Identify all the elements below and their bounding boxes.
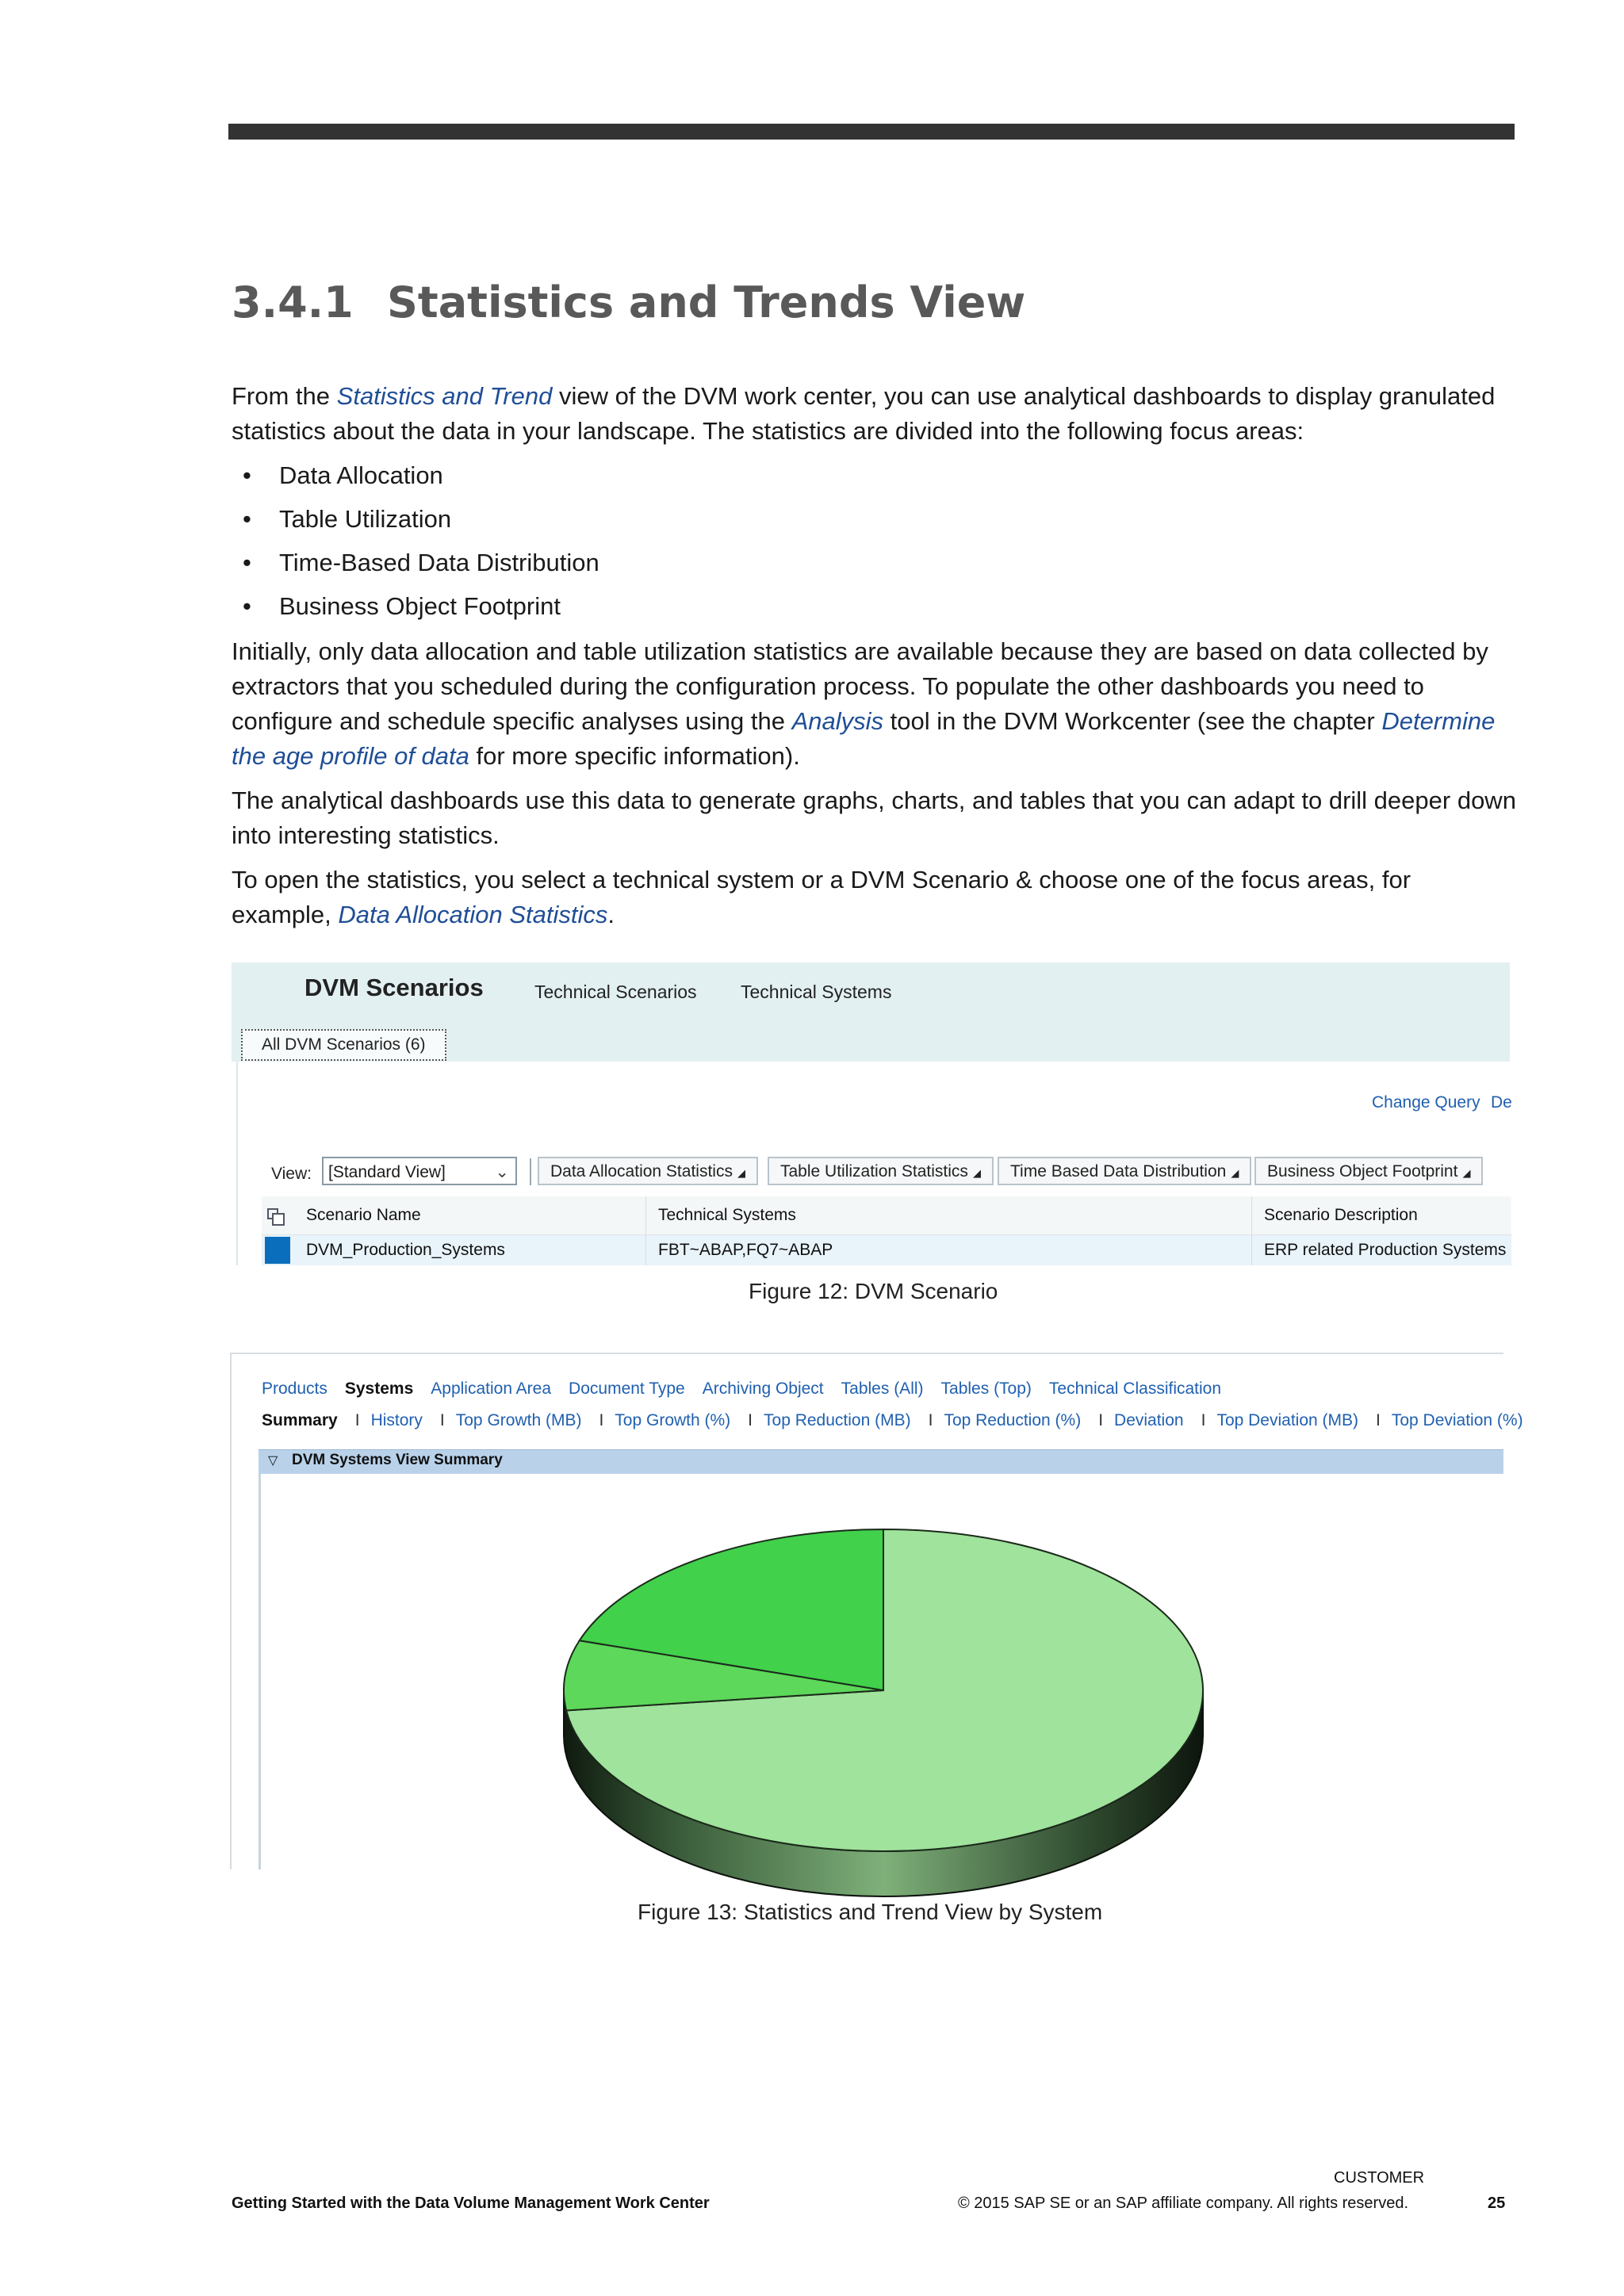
nav-item-tables-top[interactable]: Tables (Top)	[940, 1380, 1032, 1398]
toolbar-separator	[530, 1158, 531, 1185]
cell-scenario-description: ERP related Production Systems	[1264, 1241, 1507, 1259]
chevron-down-icon: ⌄	[495, 1163, 509, 1181]
list-item-label: Business Object Footprint	[279, 592, 561, 620]
nav-item-top-deviation-mb[interactable]: Top Deviation (MB)	[1216, 1411, 1358, 1429]
figure-dvm-scenario-screenshot	[232, 962, 1510, 1265]
column-separator	[1251, 1235, 1252, 1265]
column-header-scenario-name[interactable]: Scenario Name	[306, 1206, 421, 1224]
nav-separator: I	[1201, 1411, 1206, 1429]
column-separator	[645, 1235, 646, 1265]
chart-area	[259, 1474, 1506, 1869]
nav-separator: I	[599, 1411, 604, 1429]
list-item: • Business Object Footprint	[243, 592, 561, 620]
intro-text-b: view of the DVM work center, you can use analytical dashboards to display granulated statistics about the data in your landscape. The statistics are divided into the following focus areas:	[232, 382, 1496, 445]
p4-text-b: .	[607, 901, 615, 928]
column-header-scenario-description[interactable]: Scenario Description	[1264, 1206, 1418, 1224]
button-label: Data Allocation Statistics	[550, 1162, 733, 1181]
dvm-systems-view-summary-panel-header[interactable]	[259, 1449, 1503, 1474]
button-label: Table Utilization Statistics	[780, 1162, 968, 1181]
nav-item-products[interactable]: Products	[262, 1380, 327, 1398]
tab-technical-systems[interactable]: Technical Systems	[741, 982, 892, 1002]
figure-12-caption: Figure 12: DVM Scenario	[749, 1279, 998, 1303]
footer-classification: CUSTOMER	[1334, 2169, 1425, 2187]
triangle-down-icon[interactable]: ▽	[268, 1454, 278, 1468]
button-label: Business Object Footprint	[1267, 1162, 1458, 1181]
pie-slices	[564, 1529, 1203, 1851]
column-separator	[1251, 1196, 1252, 1234]
dvm-scenarios-header	[232, 962, 1510, 1062]
cell-scenario-name: DVM_Production_Systems	[306, 1241, 505, 1259]
list-item: • Data Allocation	[243, 461, 443, 489]
row-selection-marker[interactable]	[265, 1237, 290, 1264]
nav-item-systems[interactable]: Systems	[344, 1380, 414, 1398]
all-dvm-scenarios-tab[interactable]: All DVM Scenarios (6)	[241, 1029, 446, 1061]
business-object-footprint-button[interactable]	[1254, 1157, 1483, 1185]
menu-triangle-icon: ◢	[737, 1167, 745, 1179]
nav-item-top-reduction[interactable]: Top Reduction (%)	[944, 1411, 1082, 1429]
table-settings-icon[interactable]	[266, 1207, 285, 1226]
age-profile-link[interactable]: Determine the age profile of data	[232, 707, 1496, 770]
nav-item-summary[interactable]: Summary	[262, 1411, 338, 1429]
list-item-label: Time-Based Data Distribution	[279, 549, 599, 576]
pie-chart	[261, 1474, 1506, 1869]
view-select[interactable]	[322, 1157, 517, 1185]
dvm-scenarios-title: DVM Scenarios	[304, 974, 484, 1001]
data-allocation-statistics-link[interactable]: Data Allocation Statistics	[338, 901, 608, 928]
menu-triangle-icon: ◢	[972, 1167, 981, 1179]
p2-text-a: Initially, only data allocation and table utilization statistics are available because they are based on data collected by extractors that you scheduled during the configuration process. To populate the other dashboards you need to configure and schedule specific analyses using the	[232, 637, 1488, 735]
list-item-label: Data Allocation	[279, 461, 443, 489]
header-rule	[228, 124, 1515, 140]
nav-item-tables-all[interactable]: Tables (All)	[841, 1380, 924, 1398]
list-item: • Table Utilization	[243, 505, 452, 533]
p2-text-c: for more specific information).	[469, 742, 800, 770]
table-utilization-statistics-button[interactable]	[768, 1157, 994, 1185]
column-separator	[645, 1196, 646, 1234]
p4-text-a: To open the statistics, you select a technical system or a DVM Scenario & choose one of the focus areas, for example,	[232, 866, 1411, 928]
nav-separator: I	[928, 1411, 933, 1429]
list-item: • Time-Based Data Distribution	[243, 549, 599, 576]
paragraph-dashboards: The analytical dashboards use this data to generate graphs, charts, and tables that you can adapt to drill deeper down into interesting statistics.	[232, 786, 1516, 849]
nav-item-top-reduction-mb[interactable]: Top Reduction (MB)	[764, 1411, 911, 1429]
secondary-navigation	[262, 1411, 1541, 1430]
nav-separator: I	[439, 1411, 445, 1429]
footer-page-number: 25	[1488, 2195, 1506, 2212]
figure-13-caption: Figure 13: Statistics and Trend View by System	[638, 1900, 1103, 1924]
list-item-label: Table Utilization	[279, 505, 452, 533]
analysis-link[interactable]: Analysis	[791, 707, 883, 735]
table-row[interactable]	[262, 1235, 1511, 1265]
nav-item-history[interactable]: History	[370, 1411, 423, 1429]
column-header-technical-systems[interactable]: Technical Systems	[658, 1206, 796, 1224]
section-title: Statistics and Trends View	[387, 277, 1026, 327]
dvm-scenarios-content	[236, 1062, 1511, 1265]
nav-separator: I	[1376, 1411, 1381, 1429]
nav-item-application-area[interactable]: Application Area	[431, 1380, 552, 1398]
nav-item-deviation[interactable]: Deviation	[1114, 1411, 1184, 1429]
paragraph-initially	[232, 634, 1516, 774]
define-link-truncated[interactable]: De	[1491, 1093, 1512, 1112]
panel-title: DVM Systems View Summary	[292, 1452, 503, 1468]
button-label: Time Based Data Distribution	[1010, 1162, 1227, 1181]
nav-separator: I	[354, 1411, 360, 1429]
cell-technical-systems: FBT~ABAP,FQ7~ABAP	[658, 1241, 833, 1259]
footer-document-title: Getting Started with the Data Volume Management Work Center	[232, 2195, 710, 2212]
nav-item-top-growth-mb[interactable]: Top Growth (MB)	[455, 1411, 582, 1429]
nav-separator: I	[748, 1411, 753, 1429]
table-header	[262, 1196, 1511, 1235]
change-query-link[interactable]: Change Query	[1372, 1093, 1480, 1112]
nav-item-archiving-object[interactable]: Archiving Object	[702, 1380, 824, 1398]
view-label: View:	[271, 1165, 312, 1183]
section-number: 3.4.1	[232, 277, 354, 327]
nav-item-top-deviation[interactable]: Top Deviation (%)	[1391, 1411, 1523, 1429]
section-heading	[232, 277, 1025, 327]
nav-separator: I	[1098, 1411, 1104, 1429]
focus-area-list	[232, 458, 599, 633]
nav-item-top-growth[interactable]: Top Growth (%)	[615, 1411, 731, 1429]
figure-statistics-trend-screenshot	[230, 1353, 1523, 1869]
data-allocation-statistics-button[interactable]	[538, 1157, 758, 1185]
intro-text-a: From the	[232, 382, 337, 410]
menu-triangle-icon: ◢	[1462, 1167, 1471, 1179]
paragraph-open-statistics	[232, 863, 1516, 932]
statistics-and-trend-link[interactable]: Statistics and Trend	[336, 382, 553, 410]
nav-item-technical-classification[interactable]: Technical Classification	[1048, 1380, 1222, 1398]
intro-paragraph	[232, 379, 1516, 449]
view-select-value: [Standard View]	[328, 1163, 446, 1181]
time-based-data-distribution-button[interactable]	[998, 1157, 1251, 1185]
nav-item-document-type[interactable]: Document Type	[569, 1380, 685, 1398]
tab-technical-scenarios[interactable]: Technical Scenarios	[534, 982, 697, 1002]
primary-navigation	[262, 1380, 1239, 1399]
menu-triangle-icon: ◢	[1231, 1167, 1239, 1179]
footer-copyright: © 2015 SAP SE or an SAP affiliate company. All rights reserved.	[958, 2195, 1409, 2212]
p2-text-b: tool in the DVM Workcenter (see the chapter	[883, 707, 1382, 735]
